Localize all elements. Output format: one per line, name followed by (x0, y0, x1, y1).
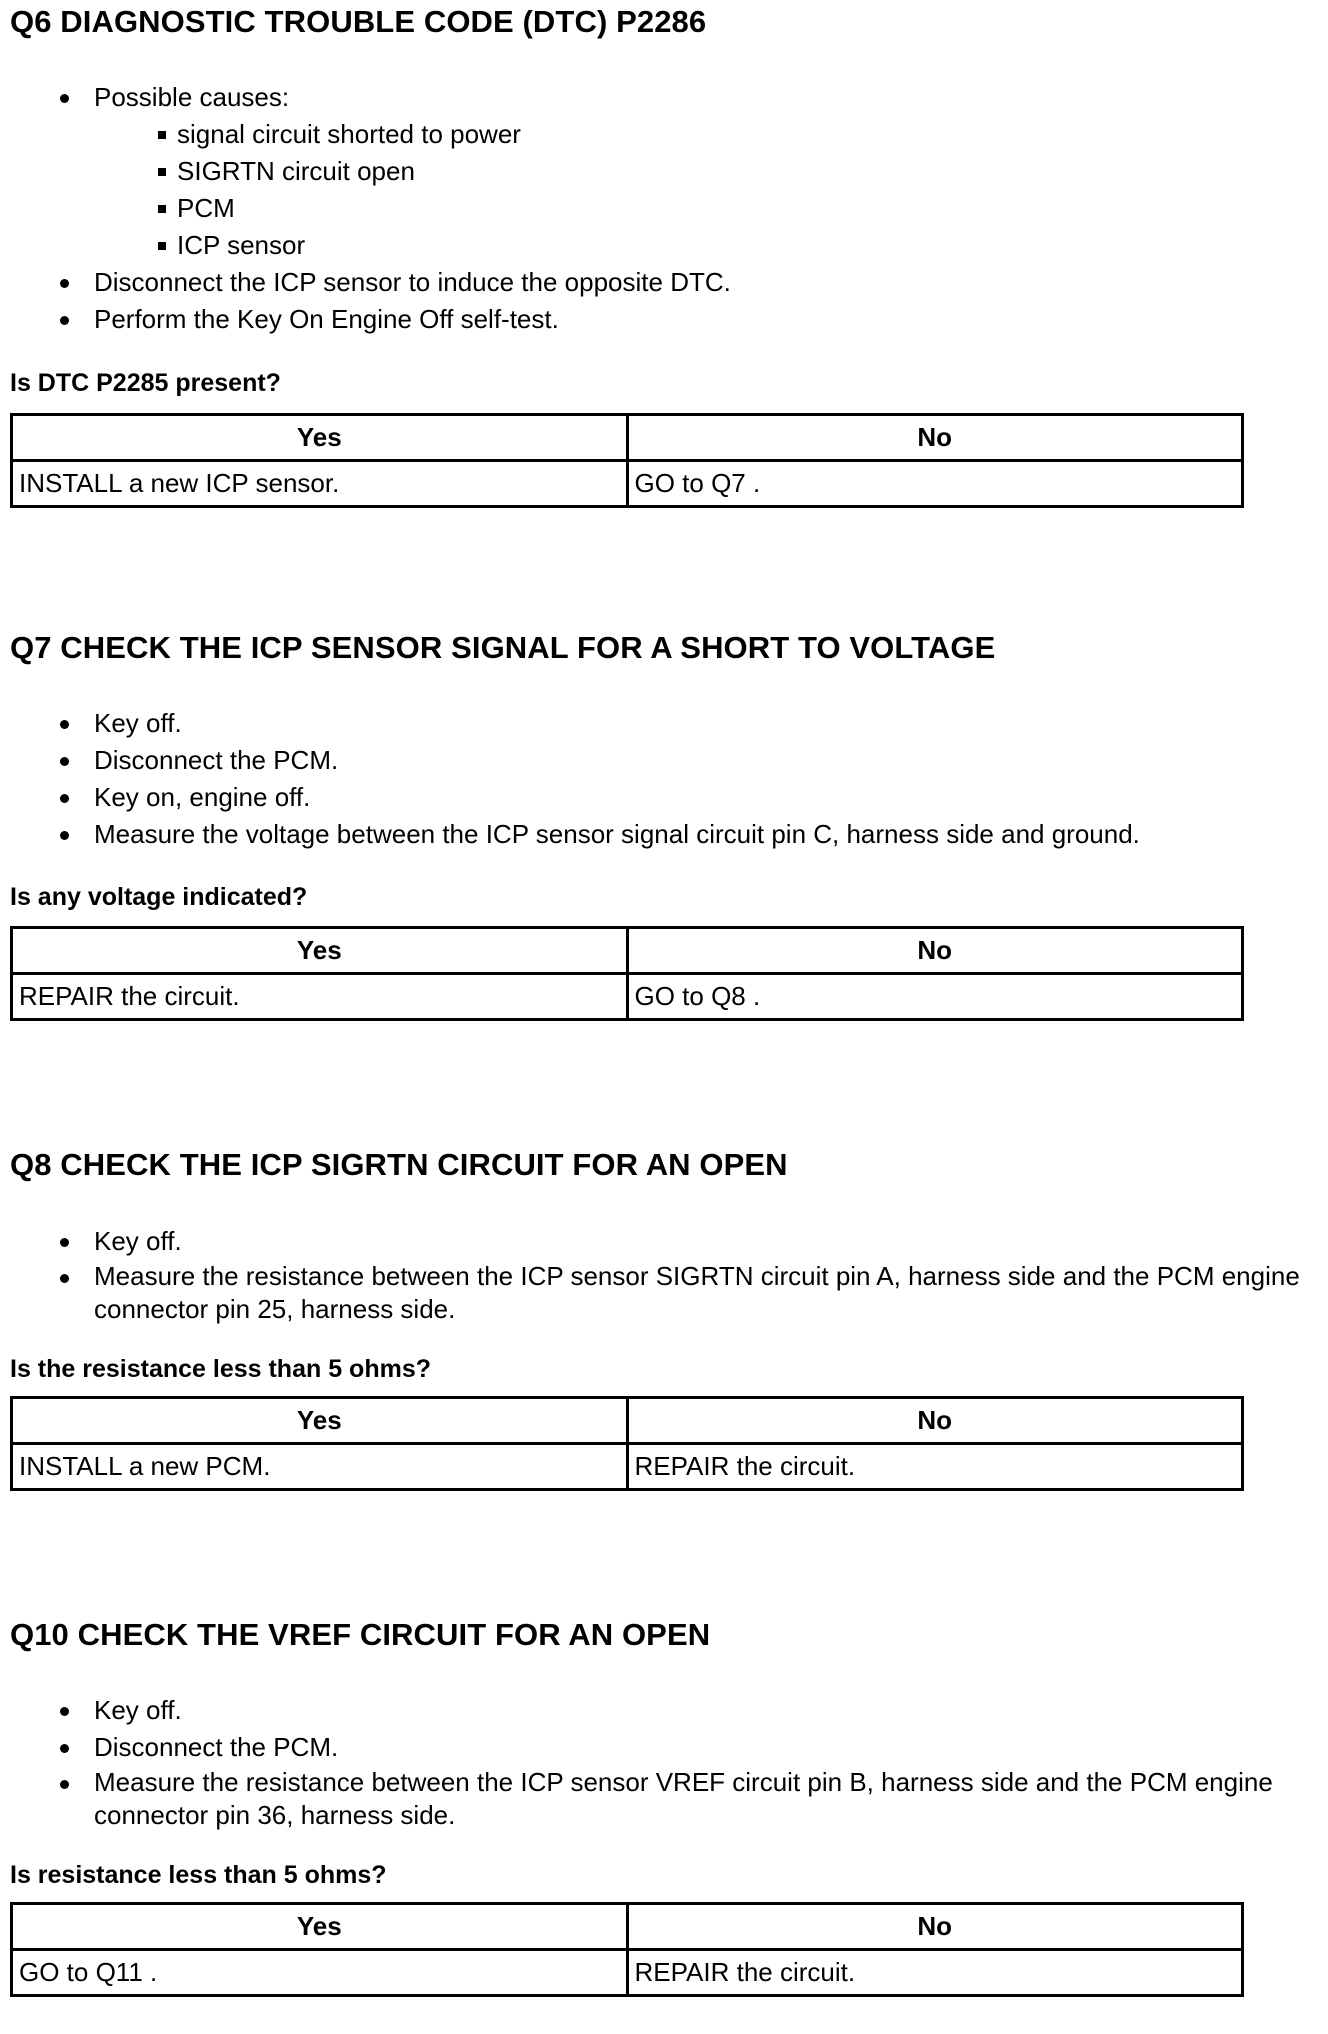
bullet-icon (60, 316, 69, 325)
yes-cell: GO to Q11 . (12, 1950, 628, 1996)
no-header: No (627, 1398, 1243, 1444)
list-item (10, 1260, 1320, 1326)
sub-list-item (10, 190, 1320, 227)
list-item-text: Measure the resistance between the ICP sensor VREF circuit pin B, harness side and the PCM engine connector pin 36, harness side. (94, 1767, 1273, 1830)
no-header: No (627, 928, 1243, 974)
list-item (10, 1223, 1320, 1260)
table-header-row (12, 928, 1243, 974)
bullet-icon (60, 1274, 69, 1283)
bullet-icon (60, 794, 69, 803)
yes-header: Yes (12, 1398, 628, 1444)
list-item-text: Measure the voltage between the ICP sensor signal circuit pin C, harness side and ground. (94, 819, 1140, 849)
sub-list-item (10, 227, 1320, 264)
yes-cell: INSTALL a new ICP sensor. (12, 461, 628, 507)
no-cell: REPAIR the circuit. (627, 1444, 1243, 1490)
list-item-text: Disconnect the PCM. (94, 1732, 339, 1762)
list-item-text: Disconnect the ICP sensor to induce the opposite DTC. (94, 267, 731, 297)
no-header: No (627, 1904, 1243, 1950)
section-q8 (10, 1145, 1320, 1491)
list-item (10, 779, 1320, 816)
question-text: Is DTC P2285 present? (10, 369, 281, 397)
section-heading: Q8 CHECK THE ICP SIGRTN CIRCUIT FOR AN OPEN (10, 1147, 788, 1182)
yes-header: Yes (12, 415, 628, 461)
section-q10 (10, 1615, 1320, 1997)
bullet-icon (60, 720, 69, 729)
section-heading: Q10 CHECK THE VREF CIRCUIT FOR AN OPEN (10, 1617, 711, 1652)
question-text: Is resistance less than 5 ohms? (10, 1861, 387, 1889)
list-item-text: Key off. (94, 1695, 182, 1725)
bullet-icon (60, 1744, 69, 1753)
yes-cell: REPAIR the circuit. (12, 974, 628, 1020)
list-item (10, 301, 1320, 338)
sub-list-item (10, 116, 1320, 153)
no-cell: GO to Q7 . (627, 461, 1243, 507)
section-heading: Q7 CHECK THE ICP SENSOR SIGNAL FOR A SHORT TO VOLTAGE (10, 630, 996, 665)
list-item-text: Key off. (94, 1226, 182, 1256)
sub-list-item (10, 153, 1320, 190)
no-cell: GO to Q8 . (627, 974, 1243, 1020)
list-item (10, 1729, 1320, 1766)
bullet-list (10, 705, 1320, 853)
list-item (10, 742, 1320, 779)
square-bullet-icon (158, 168, 166, 176)
list-item (10, 816, 1320, 853)
yes-no-table (10, 926, 1244, 1021)
list-item (10, 79, 1320, 264)
list-item (10, 1692, 1320, 1729)
list-item (10, 705, 1320, 742)
square-bullet-icon (158, 242, 166, 250)
sub-bullet-list (10, 116, 1320, 264)
sub-list-item-text: PCM (177, 193, 235, 223)
question-text: Is the resistance less than 5 ohms? (10, 1355, 431, 1383)
table-row (12, 974, 1243, 1020)
yes-no-table (10, 413, 1244, 508)
list-item (10, 1766, 1320, 1832)
sub-list-item-text: signal circuit shorted to power (177, 119, 521, 149)
square-bullet-icon (158, 205, 166, 213)
list-item-text: Perform the Key On Engine Off self-test. (94, 304, 559, 334)
question-text: Is any voltage indicated? (10, 883, 308, 911)
no-header: No (627, 415, 1243, 461)
list-item-text: Measure the resistance between the ICP sensor SIGRTN circuit pin A, harness side and the PCM engine connector pin 25, harness side. (94, 1261, 1300, 1324)
table-row (12, 1950, 1243, 1996)
yes-header: Yes (12, 928, 628, 974)
square-bullet-icon (158, 131, 166, 139)
bullet-list (10, 1223, 1320, 1326)
section-q6 (10, 2, 1320, 508)
yes-cell: INSTALL a new PCM. (12, 1444, 628, 1490)
table-header-row (12, 415, 1243, 461)
yes-no-table (10, 1396, 1244, 1491)
bullet-icon (60, 831, 69, 840)
bullet-icon (60, 1780, 69, 1789)
bullet-list (10, 1692, 1320, 1832)
bullet-icon (60, 279, 69, 288)
bullet-icon (60, 94, 69, 103)
section-q7 (10, 628, 1320, 1021)
no-cell: REPAIR the circuit. (627, 1950, 1243, 1996)
table-row (12, 1444, 1243, 1490)
list-item (10, 264, 1320, 301)
yes-no-table (10, 1902, 1244, 1997)
table-header-row (12, 1398, 1243, 1444)
list-item-text: Disconnect the PCM. (94, 745, 339, 775)
list-item-text: Key on, engine off. (94, 782, 311, 812)
section-heading: Q6 DIAGNOSTIC TROUBLE CODE (DTC) P2286 (10, 4, 707, 39)
bullet-icon (60, 757, 69, 766)
sub-list-item-text: ICP sensor (177, 230, 306, 260)
list-item-text: Key off. (94, 708, 182, 738)
bullet-list (10, 79, 1320, 338)
table-header-row (12, 1904, 1243, 1950)
yes-header: Yes (12, 1904, 628, 1950)
bullet-icon (60, 1707, 69, 1716)
bullet-icon (60, 1238, 69, 1247)
sub-list-item-text: SIGRTN circuit open (177, 156, 415, 186)
list-item-text: Possible causes: (94, 82, 290, 112)
table-row (12, 461, 1243, 507)
